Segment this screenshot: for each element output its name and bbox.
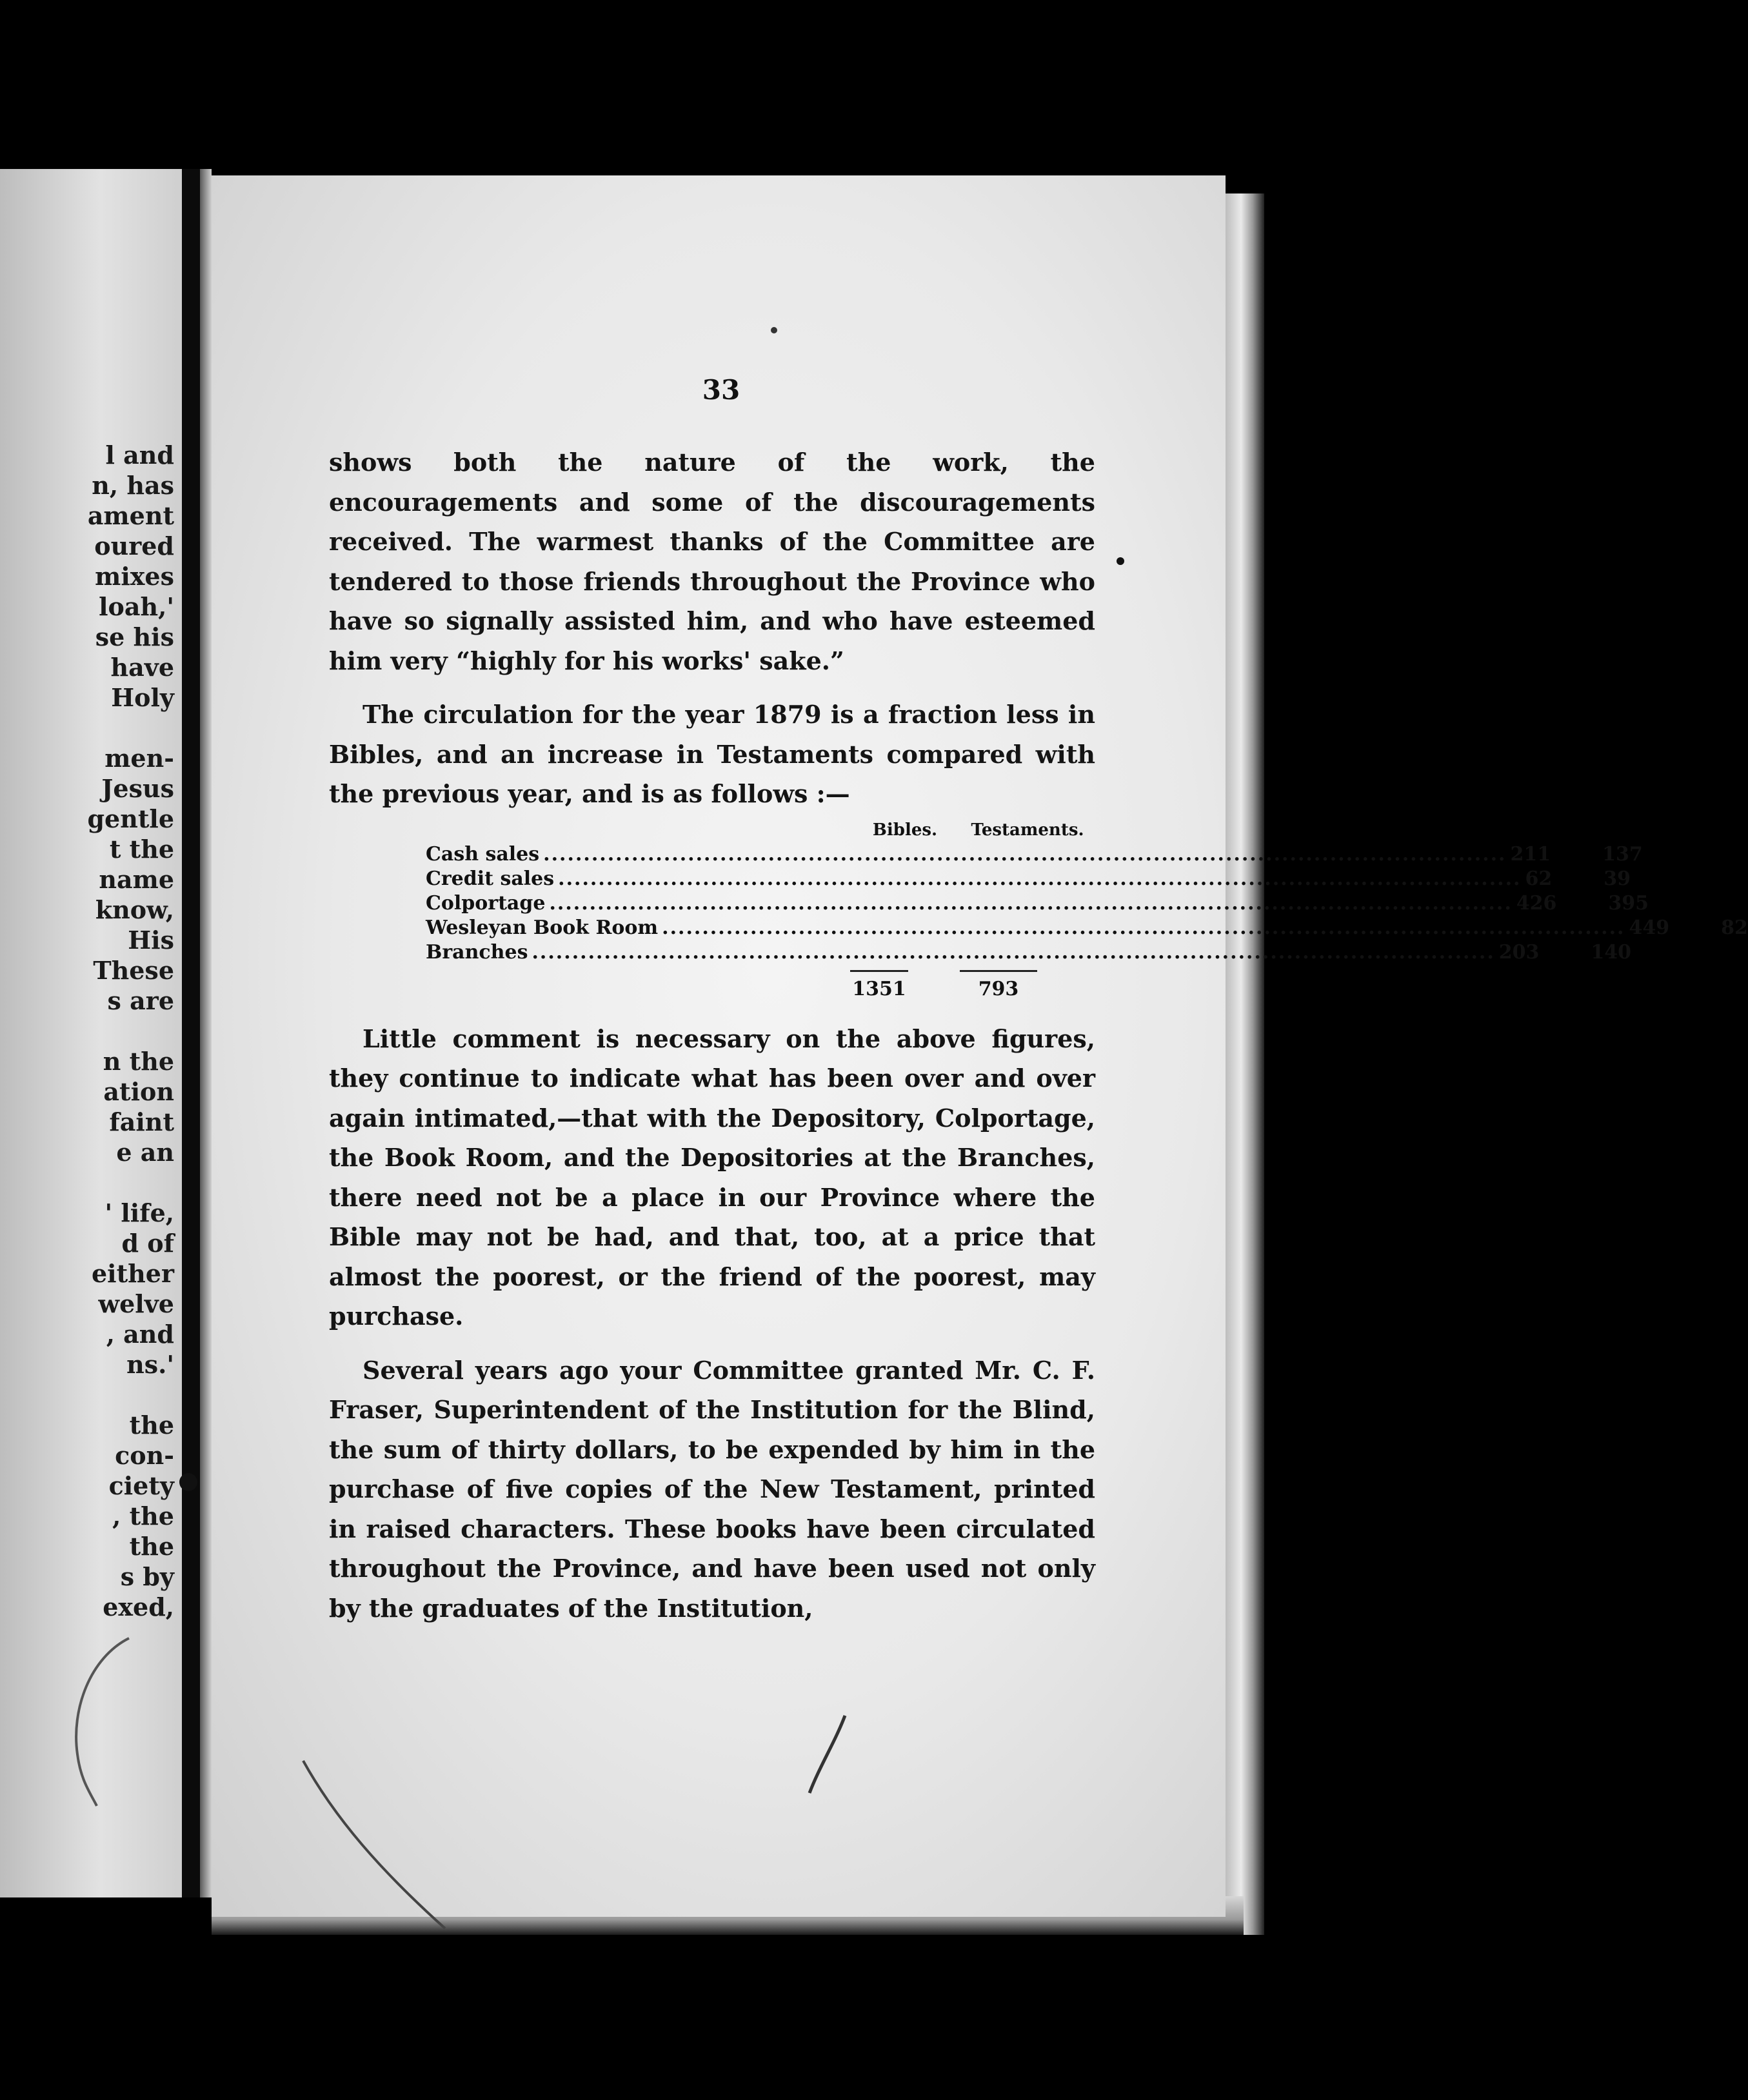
previous-page-fragment: the <box>129 1411 174 1440</box>
page-edge-right <box>1226 193 1264 1935</box>
previous-page-fragment <box>45 1016 174 1046</box>
row-bibles: 426 <box>1516 891 1557 915</box>
previous-page-fragment: n the <box>103 1047 174 1076</box>
table-row <box>329 891 1649 916</box>
previous-page-fragment: exed, <box>103 1592 174 1621</box>
table-row <box>329 842 1643 867</box>
paragraph-4: Several years ago your Committee granted Mr. C. F. Fraser, Superintendent of the Institution for the Blind, the sum of thirty dollars, to be expended by him in the purchase of five copies of the New Testament, printed in raised characters. These books have been circulated throughout the Province, and have been used not only by the graduates of the Institution, <box>329 1355 1095 1623</box>
row-testaments: 395 <box>1608 891 1649 915</box>
previous-page-fragment: faint <box>109 1107 174 1136</box>
circulation-table <box>329 818 1748 1004</box>
total-rule <box>329 965 1095 975</box>
previous-page-fragment: s are <box>107 986 174 1015</box>
row-label: Cash sales <box>426 842 540 866</box>
header-bibles: Bibles. <box>872 820 938 840</box>
previous-page-sliver <box>0 169 182 1897</box>
previous-page-fragment: either <box>92 1259 174 1288</box>
previous-page-fragment: name <box>99 865 174 894</box>
table-row <box>329 916 1748 940</box>
previous-page-fragment: These <box>93 956 174 985</box>
row-bibles: 449 <box>1629 916 1670 939</box>
row-testaments: 140 <box>1591 940 1632 964</box>
row-label: Credit sales <box>426 867 555 890</box>
previous-page-fragment: ns.' <box>126 1350 174 1379</box>
previous-page-fragment: oured <box>94 531 174 560</box>
paragraph-2: The circulation for the year 1879 is a fraction less in Bibles, and an increase in Testaments compared with the previous year, and is as follows :— <box>329 700 1095 808</box>
previous-page-text-fragments <box>45 440 174 1622</box>
total-testaments: 793 <box>978 977 1019 1000</box>
paragraph-1: shows both the nature of the work, the encouragements and some of the discouragements received. The warmest thanks of the Committee are tendered to those friends throughout the Province who have so signally assisted him, and who have esteemed him very “highly for his works' sake.” <box>329 448 1095 675</box>
total-bibles: 1351 <box>852 977 906 1000</box>
row-label: Colportage <box>426 891 546 915</box>
previous-page-fragment: Jesus <box>101 774 174 803</box>
previous-page-fragment: l and <box>105 441 174 470</box>
previous-page-fragment <box>45 1167 174 1198</box>
row-testaments: 82 <box>1721 916 1748 939</box>
previous-page-fragment: His <box>128 926 174 955</box>
previous-page-fragment: men- <box>104 744 174 773</box>
leader-dots: ........................................................................................................................ <box>558 867 1522 890</box>
previous-page-fragment: , and <box>106 1320 174 1349</box>
previous-page-fragment: Holy <box>111 683 174 712</box>
previous-page-fragment <box>45 713 174 743</box>
previous-page-fragment <box>45 1380 174 1410</box>
previous-page-fragment: s by <box>120 1562 174 1591</box>
table-row <box>329 940 1632 965</box>
book-spine <box>182 169 200 1897</box>
previous-page-fragment: con- <box>115 1441 174 1470</box>
leader-dots: ........................................................................................................................ <box>549 891 1513 915</box>
previous-page-fragment: know, <box>95 895 174 924</box>
leader-dots: ........................................................................................................................ <box>662 916 1625 939</box>
previous-page-fragment: t the <box>109 835 174 864</box>
book-page <box>212 175 1748 1917</box>
previous-page-fragment: d of <box>121 1229 174 1258</box>
row-bibles: 211 <box>1510 842 1551 866</box>
previous-page-fragment: , the <box>112 1501 174 1530</box>
row-label: Wesleyan Book Room <box>426 916 659 939</box>
leader-dots: ........................................................................................................................ <box>531 940 1495 964</box>
row-testaments: 137 <box>1602 842 1643 866</box>
previous-page-fragment: mixes <box>95 562 174 591</box>
previous-page-fragment: welve <box>98 1289 174 1318</box>
previous-page-fragment: n, has <box>92 471 174 500</box>
previous-page-fragment: ciety <box>108 1471 174 1500</box>
row-bibles: 62 <box>1525 867 1553 890</box>
page-number: 33 <box>702 374 740 406</box>
previous-page-fragment: ation <box>103 1077 174 1106</box>
previous-page-fragment: ament <box>87 501 174 530</box>
row-bibles: 203 <box>1498 940 1540 964</box>
previous-page-fragment: the <box>129 1532 174 1561</box>
leader-dots: ........................................................................................................................ <box>543 842 1507 866</box>
table-row <box>329 867 1631 891</box>
header-testaments: Testaments. <box>971 820 1084 840</box>
previous-page-fragment: loah,' <box>99 592 174 621</box>
row-testaments: 39 <box>1604 867 1631 890</box>
row-label: Branches <box>426 940 528 964</box>
table-total-row <box>329 975 1095 1004</box>
table-header <box>329 818 1095 842</box>
spine-fold-shadow <box>200 169 212 1897</box>
previous-page-fragment: gentle <box>87 804 174 833</box>
previous-page-fragment: have <box>110 653 174 682</box>
paragraph-3: Little comment is necessary on the above figures, they continue to indicate what has been over and over again intimated,—that with the Depository, Colportage, the Book Room, and the Depositories at the Branches, there need not be a place in our Province where the Bible may not be had, and that, too, at a price that almost the poorest, or the friend of the poorest, may purchase. <box>329 1024 1095 1331</box>
page-body <box>329 442 1748 1628</box>
previous-page-fragment: se his <box>95 622 174 651</box>
previous-page-fragment: e an <box>116 1138 174 1167</box>
previous-page-fragment: ' life, <box>104 1198 174 1227</box>
